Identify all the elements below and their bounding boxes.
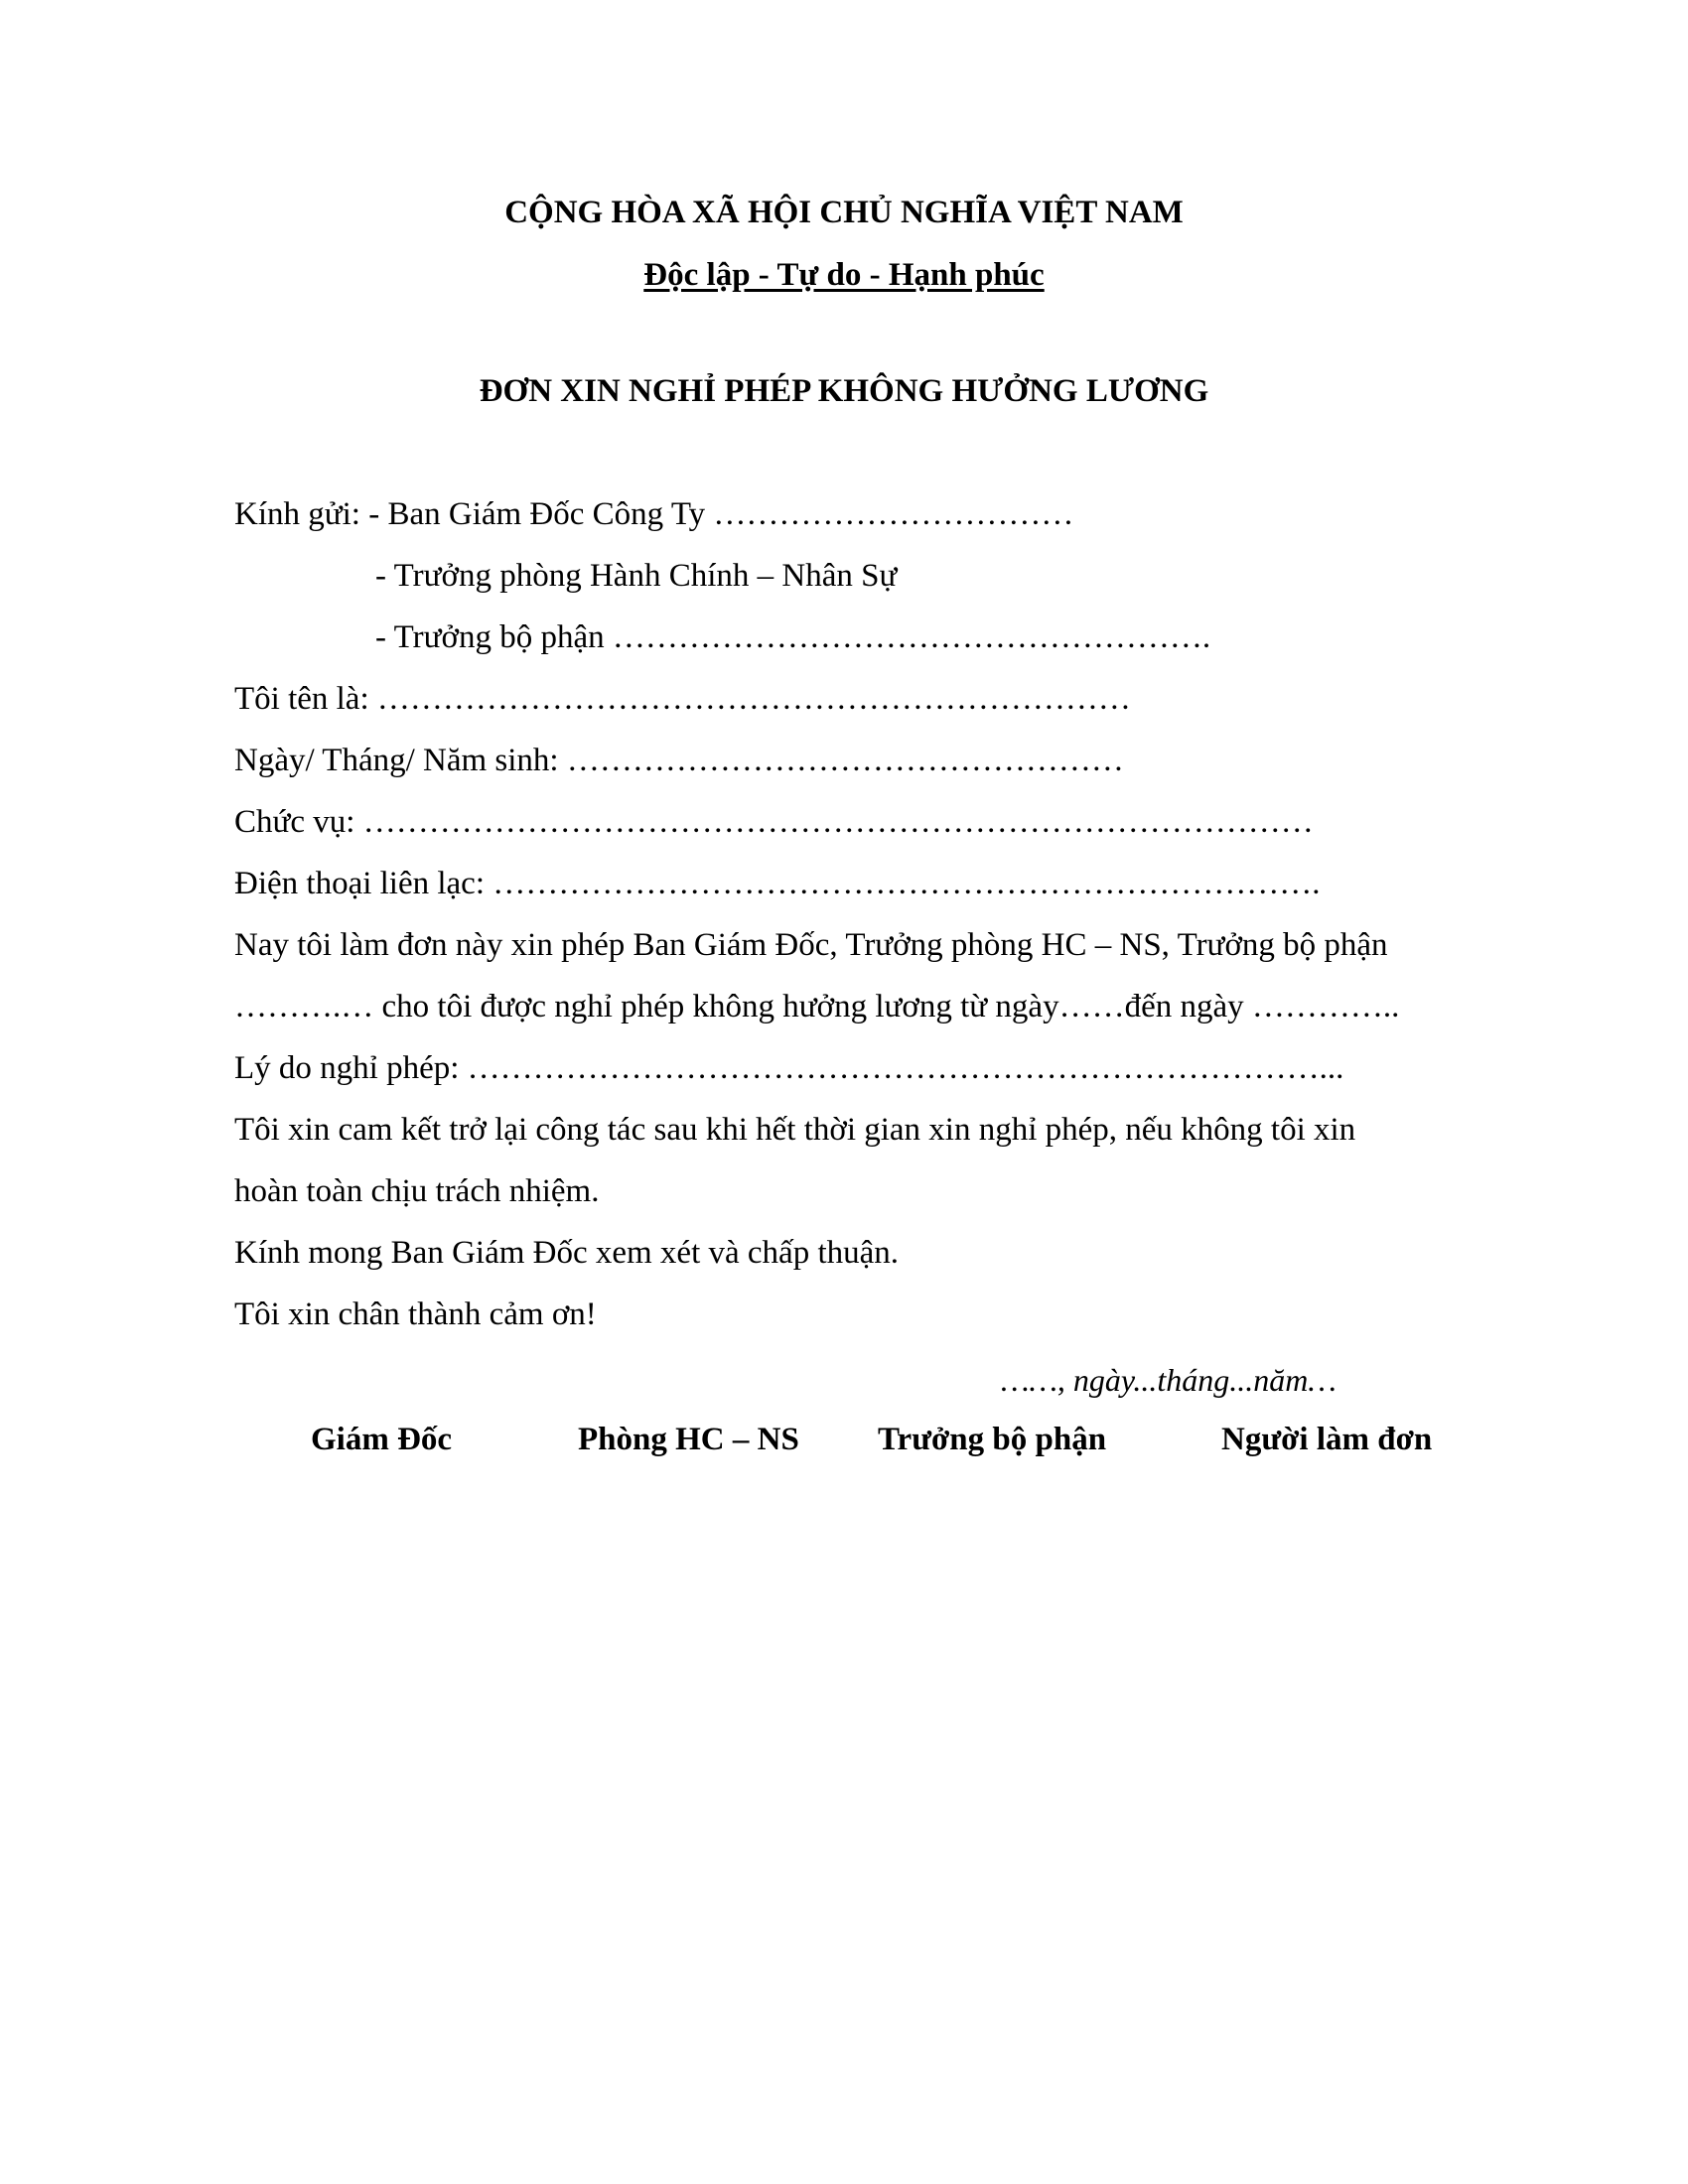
- thanks-line: Tôi xin chân thành cảm ơn!: [234, 1297, 597, 1332]
- motto-heading: [0, 257, 1688, 294]
- form-title: ĐƠN XIN NGHỈ PHÉP KHÔNG HƯỞNG LƯƠNG: [479, 373, 1209, 409]
- reason-field-line: Lý do nghỉ phép: ……………………………………………………………………...: [234, 1050, 1344, 1086]
- name-field-line: Tôi tên là: ……………………………………………………………: [234, 681, 1131, 717]
- birthdate-field-line: Ngày/ Tháng/ Năm sinh: ……………………………………………: [234, 743, 1124, 778]
- recipient-line-2: - Trưởng phòng Hành Chính – Nhân Sự: [375, 558, 898, 594]
- phone-field-line: Điện thoại liên lạc: ………………………………………………………………….: [234, 866, 1321, 901]
- commitment-line-2: hoàn toàn chịu trách nhiệm.: [234, 1173, 600, 1209]
- motto-text: Độc lập - Tự do - Hạnh phúc: [643, 257, 1045, 293]
- position-field-line: Chức vụ: ……………………………………………………………………………: [234, 804, 1314, 840]
- commitment-line-1: Tôi xin cam kết trở lại công tác sau khi hết thời gian xin nghỉ phép, nếu không tôi xin: [234, 1112, 1356, 1148]
- request-paragraph-line-1: Nay tôi làm đơn này xin phép Ban Giám Đốc, Trưởng phòng HC – NS, Trưởng bộ phận: [234, 927, 1388, 963]
- date-line: ……, ngày...tháng...năm…: [1001, 1362, 1336, 1398]
- signature-label-applicant: Người làm đơn: [1221, 1422, 1433, 1457]
- signature-label-department-head: Trưởng bộ phận: [878, 1422, 1107, 1457]
- recipient-line-3: - Trưởng bộ phận ……………………………………………….: [375, 619, 1211, 655]
- nation-heading: CỘNG HÒA XÃ HỘI CHỦ NGHĨA VIỆT NAM: [504, 195, 1184, 230]
- signature-label-hr: Phòng HC – NS: [578, 1422, 799, 1457]
- recipient-line-1: Kính gửi: - Ban Giám Đốc Công Ty ……………………………: [234, 496, 1074, 532]
- signature-label-director: Giám Đốc: [311, 1422, 453, 1457]
- request-approval-line: Kính mong Ban Giám Đốc xem xét và chấp thuận.: [234, 1235, 900, 1271]
- request-paragraph-line-2: ……….… cho tôi được nghỉ phép không hưởng lương từ ngày……đến ngày …………..: [234, 989, 1400, 1024]
